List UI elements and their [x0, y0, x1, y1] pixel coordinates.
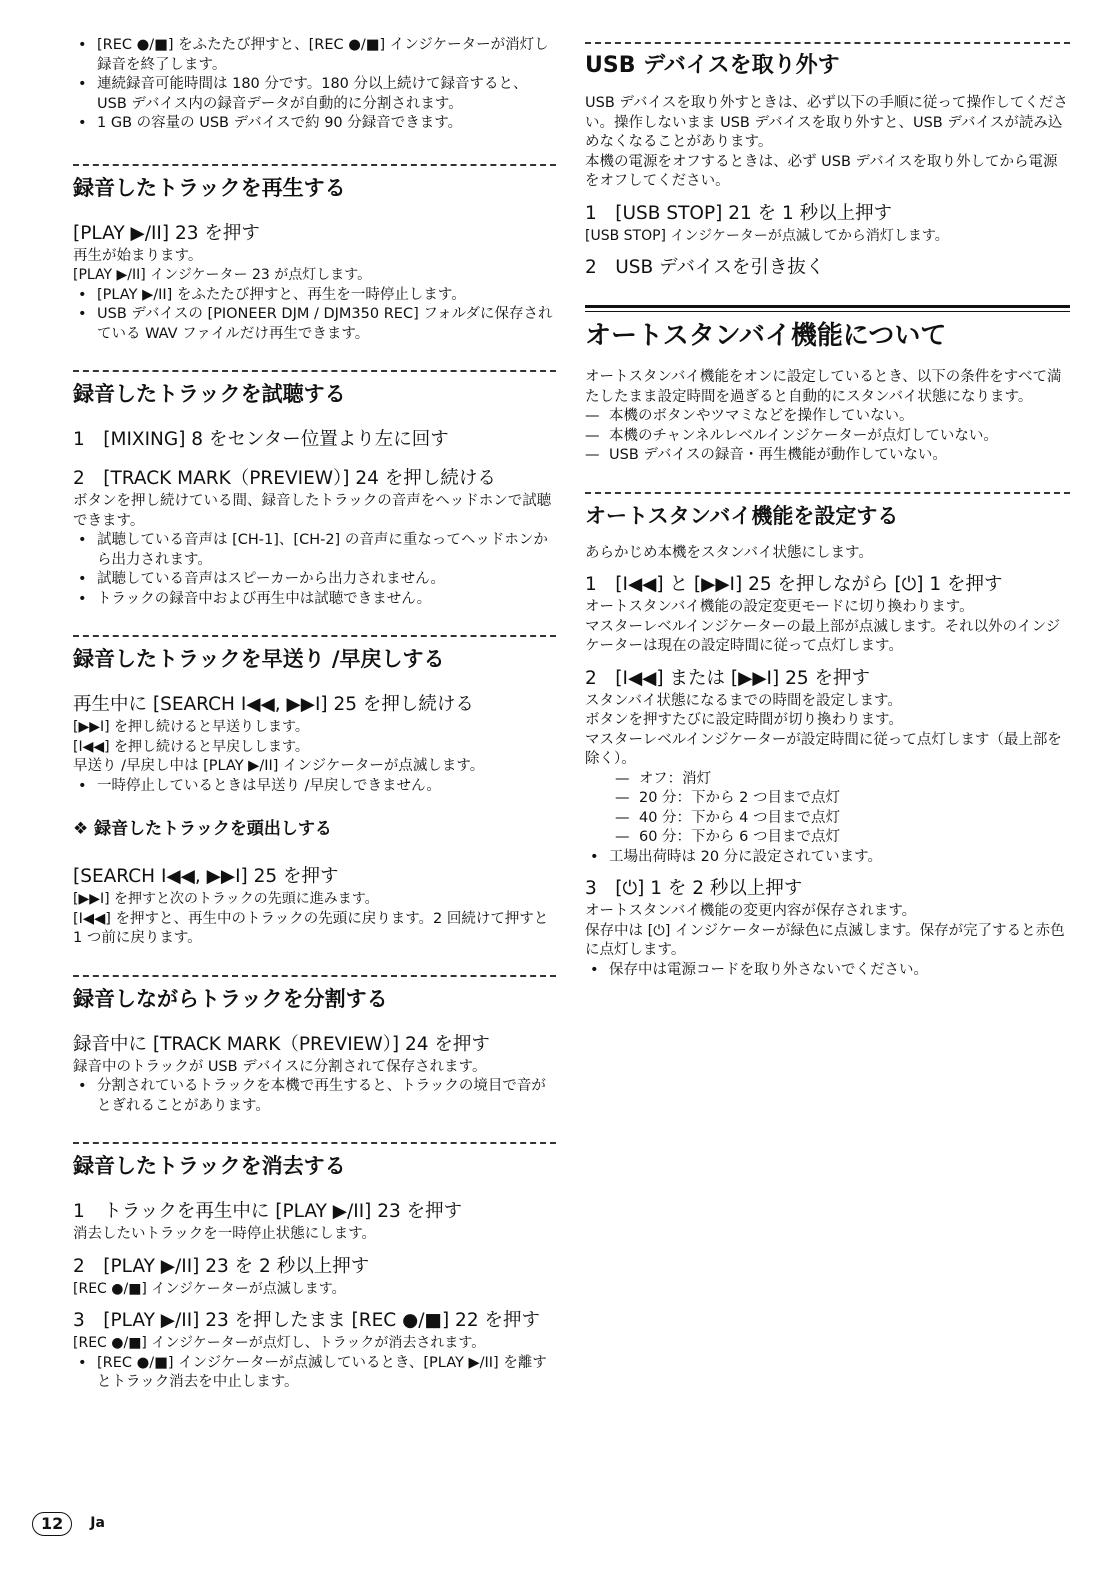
section-title-auto-standby: オートスタンバイ機能について — [585, 321, 947, 351]
body-text: [▶▶I] を押し続けると早送りします。 — [73, 719, 309, 735]
body-text: [REC ●/■] インジケーターが点灯し、トラックが消去されます。 — [73, 1335, 486, 1351]
right-column — [585, 42, 1070, 980]
list-item: — 40 分：下から 4 つ目まで点灯 — [615, 809, 1070, 829]
list-item: • [PLAY ▶/II] をふたたび押すと、再生を一時停止します。 — [73, 286, 556, 306]
section-divider — [73, 164, 556, 166]
list-item: • 工場出荷時は 20 分に設定されています。 — [585, 848, 1070, 868]
list-item: • 1 GB の容量の USB デバイスで約 90 分録音できます。 — [73, 114, 556, 134]
body-text: [REC ●/■] インジケーターが点滅します。 — [73, 1280, 346, 1297]
body-text: 本機の電源をオフするときは、必ず USB デバイスを取り外してから電源をオフしてください。 — [585, 153, 1058, 189]
list-item: • USB デバイスの [PIONEER DJM / DJM350 REC] フォルダに保存されている WAV ファイルだけ再生できます。 — [73, 305, 556, 344]
bullet-list — [73, 777, 556, 797]
step-heading: 2 [TRACK MARK（PREVIEW）] 24 を押し続ける — [73, 468, 496, 489]
list-item: • [REC ●/■] インジケーターが点滅しているとき、[PLAY ▶/II] を離すとトラック消去を中止します。 — [73, 1354, 556, 1393]
bullet-list — [585, 961, 1070, 981]
section-title-split: 録音しながらトラックを分割する — [73, 986, 388, 1011]
step-heading: [SEARCH I◀◀, ▶▶I] 25 を押す — [73, 866, 339, 887]
bullet-list — [73, 286, 556, 345]
list-item: — 本機のボタンやツマミなどを操作していない。 — [585, 407, 1070, 427]
section-divider — [585, 492, 1070, 494]
major-divider — [585, 305, 1070, 312]
section-title-delete: 録音したトラックを消去する — [73, 1154, 346, 1178]
page-footer — [32, 1512, 105, 1536]
step-heading: 録音中に [TRACK MARK（PREVIEW）] 24 を押す — [73, 1033, 490, 1055]
page-number: 12 — [32, 1512, 72, 1536]
list-item: • 保存中は電源コードを取り外さないでください。 — [585, 961, 1070, 981]
subsection-title: ❖ 録音したトラックを頭出しする — [73, 819, 332, 839]
body-text: マスターレベルインジケーターの最上部が点滅します。それ以外のインジケーターは現在の設定時間に従って点灯します。 — [585, 618, 1061, 654]
intro-bullets — [73, 36, 556, 134]
step-heading: 再生中に [SEARCH I◀◀, ▶▶I] 25 を押し続ける — [73, 694, 474, 715]
step-heading: 3 [⏻] 1 を 2 秒以上押す — [585, 878, 803, 899]
body-text: あらかじめ本機をスタンバイ状態にします。 — [585, 544, 873, 561]
left-column — [73, 36, 556, 1393]
list-item: — オフ：消灯 — [615, 770, 1070, 790]
list-item: • 分割されているトラックを本機で再生すると、トラックの境目で音がとぎれることがあります。 — [73, 1077, 556, 1116]
section-title-usb-remove: USB デバイスを取り外す — [585, 53, 840, 78]
section-divider — [73, 1142, 556, 1144]
section-title-auto-standby-set: オートスタンバイ機能を設定する — [585, 503, 899, 528]
list-item: — 60 分：下から 6 つ目まで点灯 — [615, 828, 1070, 848]
body-text: スタンバイ状態になるまでの時間を設定します。 — [585, 692, 902, 709]
body-text: [▶▶I] を押すと次のトラックの先頭に進みます。 — [73, 891, 379, 907]
step-heading: 1 トラックを再生中に [PLAY ▶/II] 23 を押す — [73, 1201, 463, 1222]
body-text: 録音中のトラックが USB デバイスに分割されて保存されます。 — [73, 1058, 487, 1075]
step-heading: 1 [USB STOP] 21 を 1 秒以上押す — [585, 202, 893, 224]
body-text: オートスタンバイ機能の変更内容が保存されます。 — [585, 903, 917, 919]
section-divider — [585, 42, 1070, 44]
body-text: [PLAY ▶/II] インジケーター 23 が点灯します。 — [73, 267, 372, 283]
step-heading: 2 USB デバイスを引き抜く — [585, 257, 825, 278]
section-title-play: 録音したトラックを再生する — [73, 175, 346, 200]
step-heading: 3 [PLAY ▶/II] 23 を押したまま [REC ●/■] 22 を押す — [73, 1310, 540, 1331]
body-text: 保存中は [⏻] インジケーターが緑色に点滅します。保存が完了すると赤色に点灯します。 — [585, 922, 1065, 958]
body-text: USB デバイスを取り外すときは、必ず以下の手順に従って操作してください。操作しないまま USB デバイスを取り外すと、USB デバイスが読み込めなくなることがあります。 — [585, 95, 1068, 150]
list-item: — USB デバイスの録音・再生機能が動作していない。 — [585, 446, 1070, 466]
section-divider — [73, 975, 556, 977]
body-text: 再生が始まります。 — [73, 247, 203, 264]
body-text: オートスタンバイ機能の設定変更モードに切り換わります。 — [585, 599, 974, 615]
dash-list — [585, 407, 1070, 466]
section-divider — [73, 370, 556, 372]
bullet-list — [585, 848, 1070, 868]
step-heading: 2 [PLAY ▶/II] 23 を 2 秒以上押す — [73, 1255, 370, 1277]
language-code: Ja — [90, 1515, 105, 1532]
option-list — [585, 770, 1070, 848]
body-text: オートスタンバイ機能をオンに設定しているとき、以下の条件をすべて満たしたまま設定時間を過ぎると自動的にスタンバイ状態になります。 — [585, 369, 1062, 405]
list-item: — 20 分：下から 2 つ目まで点灯 — [615, 789, 1070, 809]
list-item: • トラックの録音中および再生中は試聴できません。 — [73, 590, 556, 610]
list-item: • 一時停止しているときは早送り /早戻しできません。 — [73, 777, 556, 797]
body-text: [USB STOP] インジケーターが点滅してから消灯します。 — [585, 227, 949, 244]
step-heading: 2 [I◀◀] または [▶▶I] 25 を押す — [585, 667, 871, 689]
body-text: マスターレベルインジケーターが設定時間に従って点灯します（最上部を除く）。 — [585, 731, 1062, 767]
step-heading: 1 [MIXING] 8 をセンター位置より左に回す — [73, 429, 449, 450]
section-title-preview: 録音したトラックを試聴する — [73, 382, 346, 406]
list-item: • [REC ●/■] をふたたび押すと、[REC ●/■] インジケーターが消灯し録音を終了します。 — [73, 36, 556, 75]
list-item: — 本機のチャンネルレベルインジケーターが点灯していない。 — [585, 427, 1070, 447]
body-text: [I◀◀] を押すと、再生中のトラックの先頭に戻ります。2 回続けて押すと 1 つ前に戻ります。 — [73, 910, 549, 946]
section-divider — [73, 635, 556, 637]
body-text: ボタンを押すたびに設定時間が切り換わります。 — [585, 712, 903, 728]
step-heading: 1 [I◀◀] と [▶▶I] 25 を押しながら [⏻] 1 を押す — [585, 574, 1003, 595]
list-item: • 連続録音可能時間は 180 分です。180 分以上続けて録音すると、USB デバイス内の録音データが自動的に分割されます。 — [73, 75, 556, 114]
body-text: ボタンを押し続けている間、録音したトラックの音声をヘッドホンで試聴できます。 — [73, 493, 552, 529]
step-heading: [PLAY ▶/II] 23 を押す — [73, 222, 260, 244]
body-text: [I◀◀] を押し続けると早戻しします。 — [73, 738, 309, 755]
bullet-list — [73, 1077, 556, 1116]
body-text: 早送り /早戻し中は [PLAY ▶/II] インジケーターが点滅します。 — [73, 758, 485, 774]
bullet-list — [73, 531, 556, 609]
section-title-search: 録音したトラックを早送り /早戻しする — [73, 647, 445, 671]
list-item: • 試聴している音声はスピーカーから出力されません。 — [73, 570, 556, 590]
body-text: 消去したいトラックを一時停止状態にします。 — [73, 1226, 377, 1242]
list-item: • 試聴している音声は [CH-1]、[CH-2] の音声に重なってヘッドホンから出力されます。 — [73, 531, 556, 570]
bullet-list — [73, 1354, 556, 1393]
